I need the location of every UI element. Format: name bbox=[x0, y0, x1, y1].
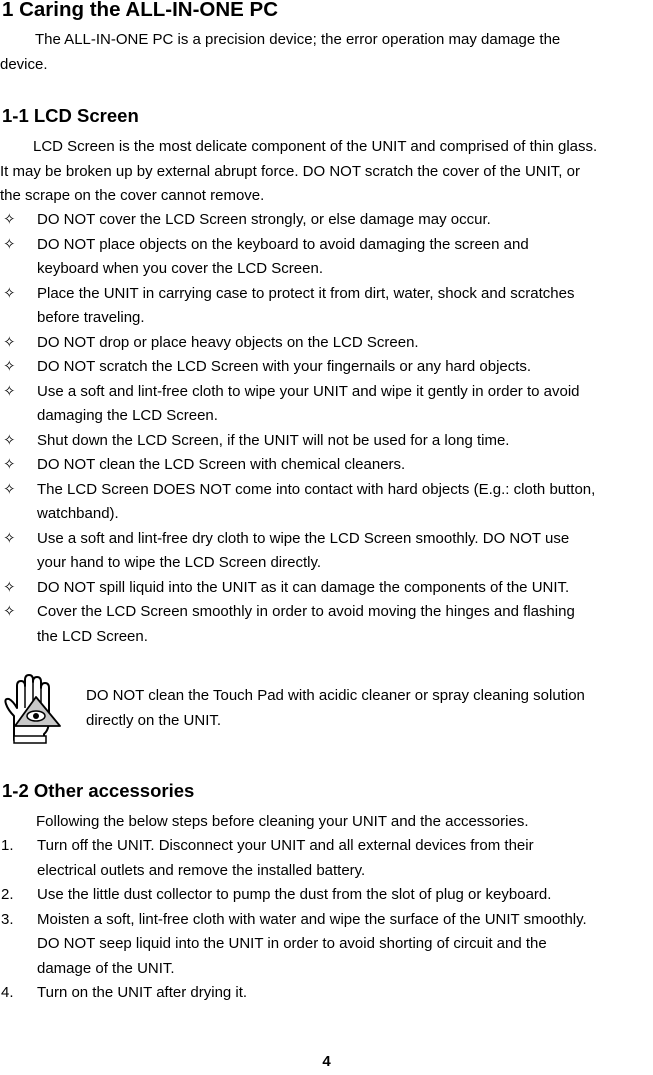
section-title-other-accessories: 1-2 Other accessories bbox=[2, 780, 195, 801]
list-item-text: Use a soft and lint-free dry cloth to wipe the LCD Screen smoothly. DO NOT use bbox=[37, 529, 570, 547]
list-item-text: Place the UNIT in carrying case to protect it from dirt, water, shock and scratches bbox=[37, 284, 575, 302]
accessories-intro bbox=[0, 810, 653, 835]
list-item bbox=[0, 834, 653, 883]
stop-hand-warning-icon bbox=[0, 672, 70, 744]
list-item-text: DO NOT spill liquid into the UNIT as it can damage the components of the UNIT. bbox=[37, 578, 570, 596]
step-number: 2. bbox=[1, 886, 14, 903]
list-item bbox=[0, 331, 653, 356]
list-item-text: Use a soft and lint-free cloth to wipe your UNIT and wipe it gently in order to avoid bbox=[37, 382, 580, 400]
list-item bbox=[0, 233, 653, 282]
list-item bbox=[0, 355, 653, 380]
diamond-bullet-icon: ✧ bbox=[3, 333, 16, 351]
step-text: electrical outlets and remove the installed battery. bbox=[37, 861, 366, 879]
warning-text-line: directly on the UNIT. bbox=[86, 711, 222, 729]
diamond-bullet-icon: ✧ bbox=[3, 578, 16, 596]
cleaning-steps-list bbox=[0, 834, 653, 1006]
accessories-intro-line: Following the below steps before cleaning your UNIT and the accessories. bbox=[36, 813, 529, 830]
step-text: Use the little dust collector to pump the dust from the slot of plug or keyboard. bbox=[37, 886, 552, 903]
list-item bbox=[0, 883, 653, 908]
step-text: Moisten a soft, lint-free cloth with water and wipe the surface of the UNIT smoothly. bbox=[37, 910, 587, 928]
lcd-intro-line: It may be broken up by external abrupt force. DO NOT scratch the cover of the UNIT, or bbox=[0, 162, 580, 180]
list-item-text: the LCD Screen. bbox=[37, 627, 148, 645]
step-text: damage of the UNIT. bbox=[37, 959, 175, 977]
step-number: 1. bbox=[1, 837, 14, 854]
warning-note bbox=[0, 668, 653, 746]
lcd-intro-line: LCD Screen is the most delicate component of the UNIT and comprised of thin glass. bbox=[33, 138, 598, 155]
list-item bbox=[0, 527, 653, 576]
list-item bbox=[0, 981, 653, 1006]
lcd-care-list bbox=[0, 208, 653, 649]
list-item-text: before traveling. bbox=[37, 309, 145, 326]
list-item bbox=[0, 576, 653, 601]
list-item-text: Shut down the LCD Screen, if the UNIT will not be used for a long time. bbox=[37, 431, 510, 449]
list-item-text: DO NOT cover the LCD Screen strongly, or else damage may occur. bbox=[37, 211, 491, 228]
diamond-bullet-icon: ✧ bbox=[3, 211, 16, 228]
section-title-caring: 1 Caring the ALL-IN-ONE PC bbox=[2, 0, 278, 21]
list-item-text: DO NOT drop or place heavy objects on the LCD Screen. bbox=[37, 333, 419, 351]
list-item-text: Cover the LCD Screen smoothly in order to avoid moving the hinges and flashing bbox=[37, 603, 575, 620]
step-text: Turn off the UNIT. Disconnect your UNIT and all external devices from their bbox=[37, 837, 534, 854]
diamond-bullet-icon: ✧ bbox=[3, 382, 16, 400]
warning-text-line: DO NOT clean the Touch Pad with acidic cleaner or spray cleaning solution bbox=[86, 687, 585, 704]
caring-intro-line: The ALL-IN-ONE PC is a precision device; the error operation may damage the bbox=[35, 31, 561, 48]
list-item bbox=[0, 282, 653, 331]
list-item-text: The LCD Screen DOES NOT come into contact with hard objects (E.g.: cloth button, bbox=[37, 480, 596, 498]
step-number: 3. bbox=[1, 910, 14, 928]
diamond-bullet-icon: ✧ bbox=[3, 529, 16, 547]
diamond-bullet-icon: ✧ bbox=[3, 431, 16, 449]
section-title-lcd-screen: 1-1 LCD Screen bbox=[2, 105, 139, 126]
caring-intro bbox=[0, 28, 653, 77]
list-item-text: your hand to wipe the LCD Screen directly. bbox=[37, 554, 322, 571]
lcd-intro-line: the scrape on the cover cannot remove. bbox=[0, 187, 265, 204]
step-number: 4. bbox=[1, 984, 14, 1001]
page-number: 4 bbox=[322, 1053, 331, 1070]
list-item-text: keyboard when you cover the LCD Screen. bbox=[37, 260, 323, 277]
diamond-bullet-icon: ✧ bbox=[3, 235, 16, 253]
list-item-text: damaging the LCD Screen. bbox=[37, 407, 218, 424]
list-item bbox=[0, 908, 653, 982]
lcd-intro bbox=[0, 135, 653, 209]
caring-intro-line: device. bbox=[0, 55, 48, 73]
list-item bbox=[0, 429, 653, 454]
diamond-bullet-icon: ✧ bbox=[3, 456, 16, 473]
list-item bbox=[0, 600, 653, 649]
diamond-bullet-icon: ✧ bbox=[3, 480, 16, 498]
diamond-bullet-icon: ✧ bbox=[3, 603, 16, 620]
step-text: DO NOT seep liquid into the UNIT in order to avoid shorting of circuit and the bbox=[37, 935, 547, 952]
step-text: Turn on the UNIT after drying it. bbox=[37, 984, 248, 1001]
diamond-bullet-icon: ✧ bbox=[3, 358, 16, 375]
list-item-text: DO NOT scratch the LCD Screen with your fingernails or any hard objects. bbox=[37, 358, 532, 375]
list-item bbox=[0, 478, 653, 527]
diamond-bullet-icon: ✧ bbox=[3, 284, 16, 302]
list-item bbox=[0, 380, 653, 429]
list-item bbox=[0, 208, 653, 233]
list-item-text: DO NOT place objects on the keyboard to avoid damaging the screen and bbox=[37, 235, 529, 253]
list-item-text: watchband). bbox=[37, 505, 119, 522]
list-item-text: DO NOT clean the LCD Screen with chemical cleaners. bbox=[37, 456, 406, 473]
list-item bbox=[0, 453, 653, 478]
